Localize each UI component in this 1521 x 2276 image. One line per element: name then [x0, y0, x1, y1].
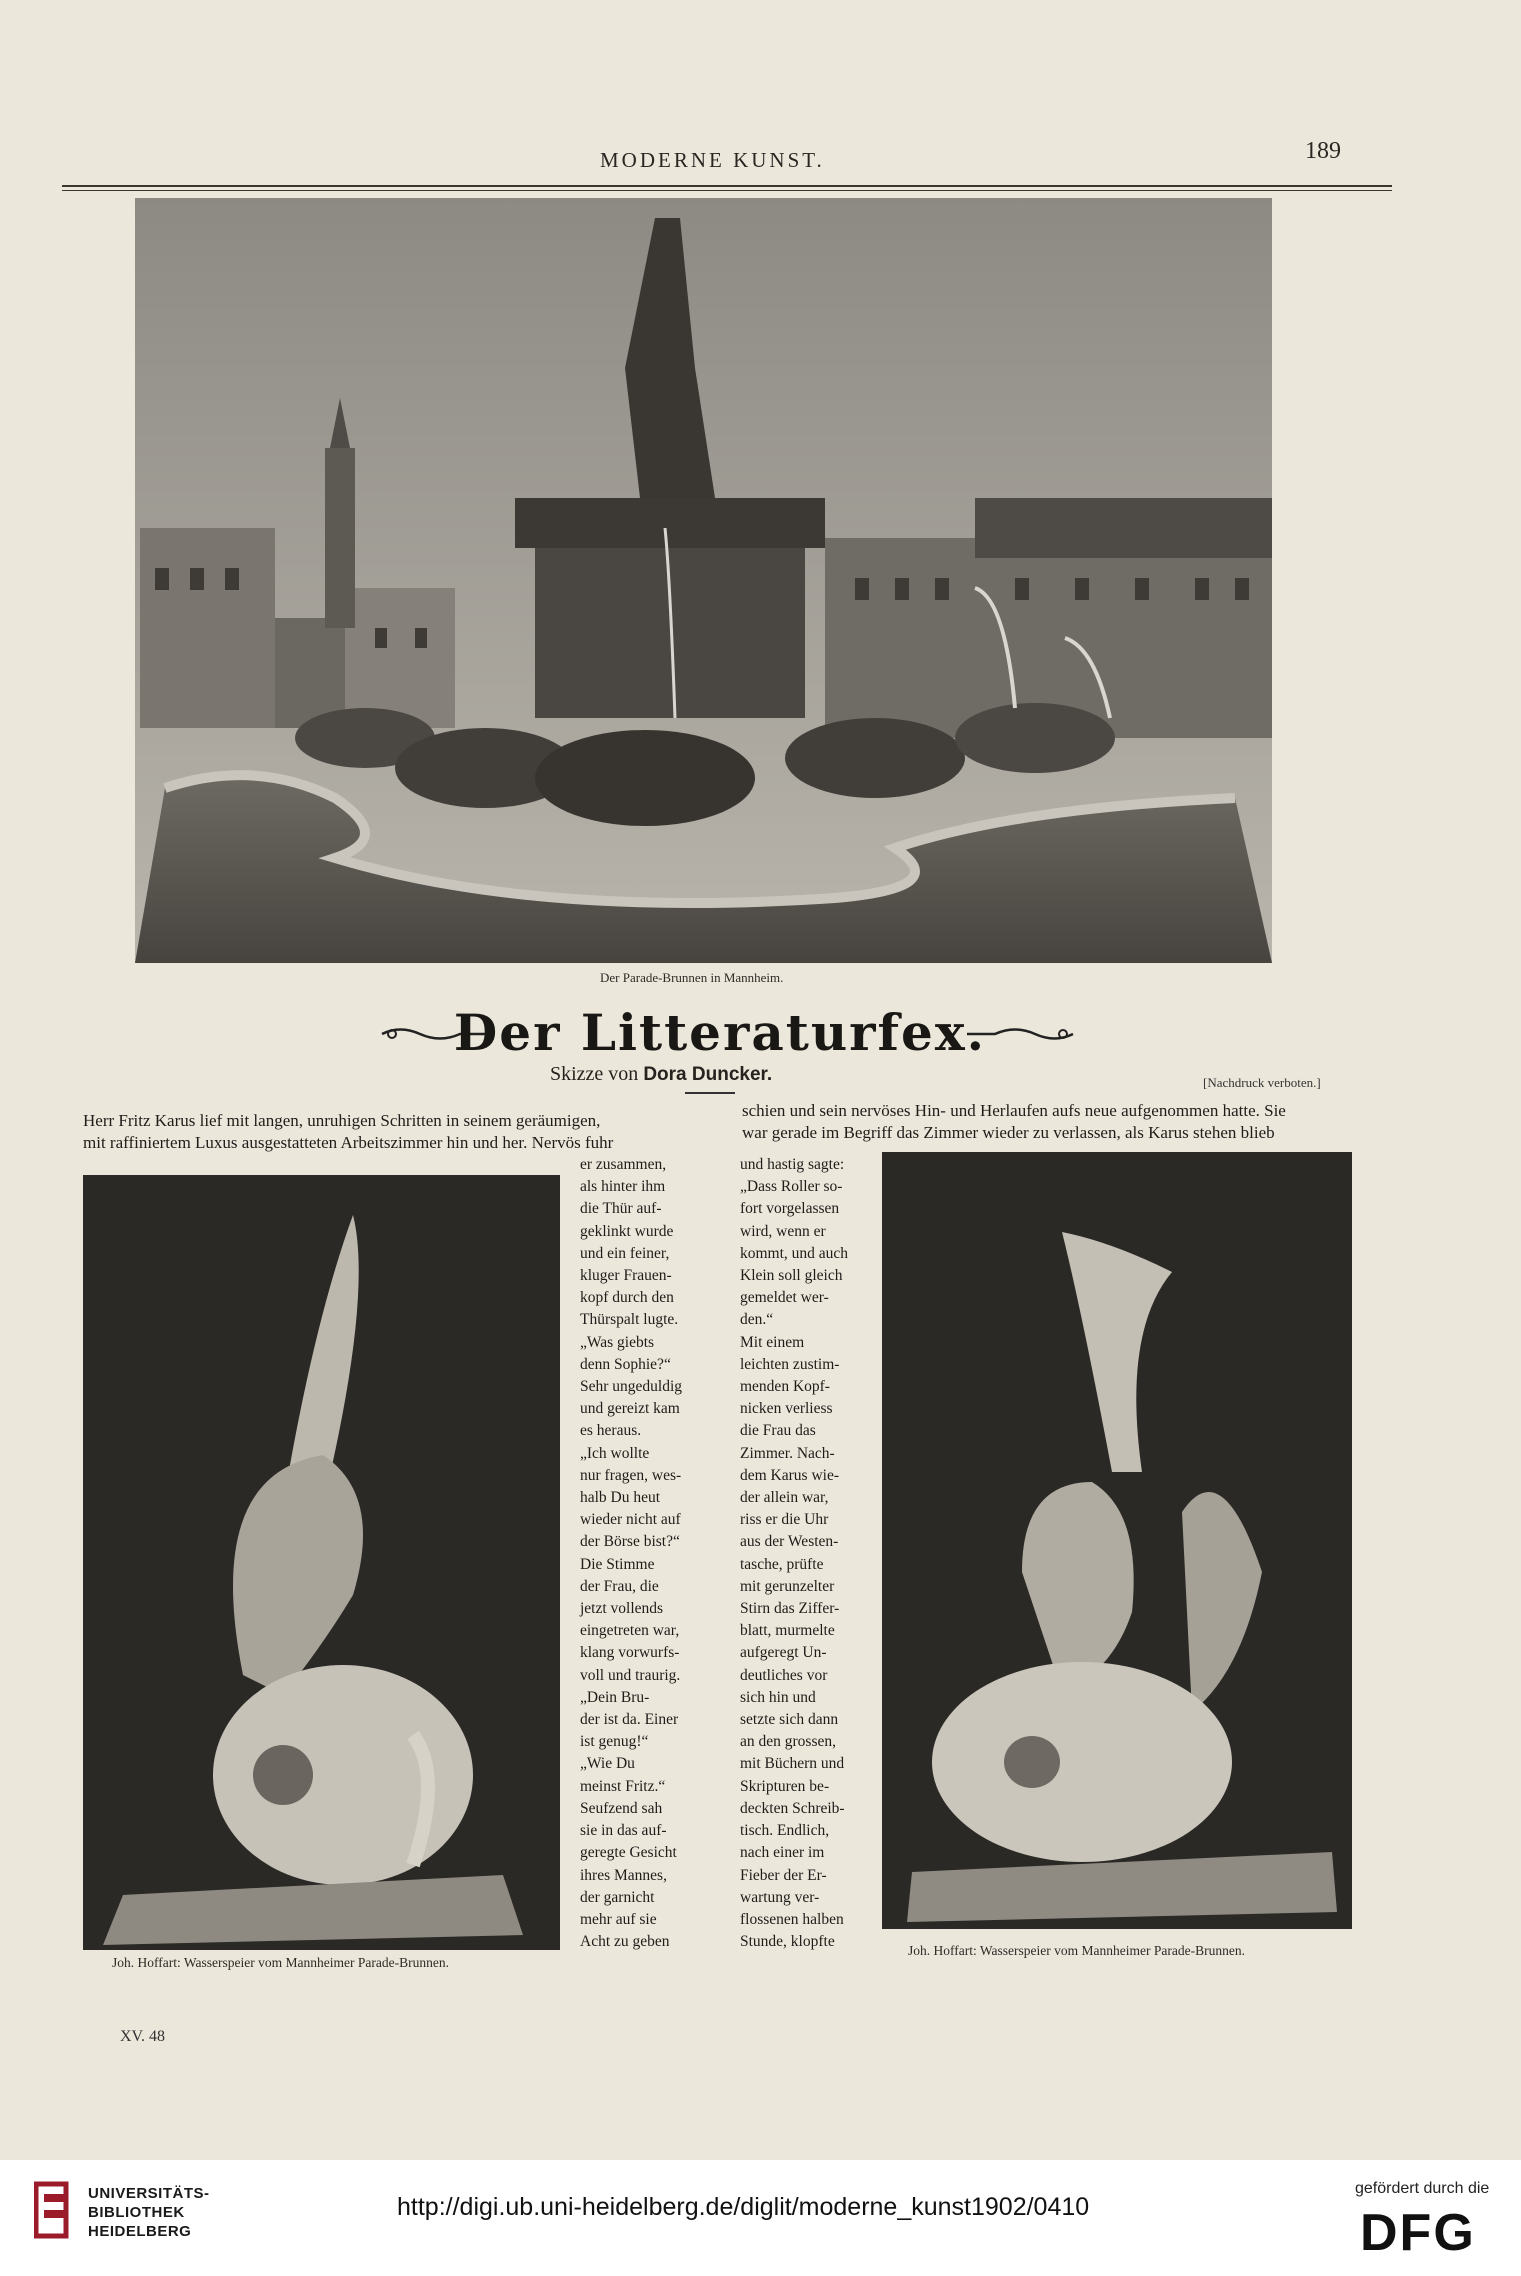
opening-line-1: [83, 1110, 600, 1132]
col-left-line: der Frau, die: [580, 1577, 659, 1595]
col-left-line: Thürspalt lugte.: [580, 1311, 679, 1329]
col-right-line: nicken verliess: [740, 1400, 833, 1418]
col-left-line: jetzt vollends: [580, 1600, 664, 1618]
author-name: Dora Duncker.: [643, 1064, 773, 1085]
col-right-line: aus der Westen-: [740, 1533, 839, 1551]
col-right-line: deutliches vor: [740, 1666, 828, 1684]
col-right-line: gemeldet wer-: [740, 1289, 829, 1307]
col-right-line: dem Karus wie-: [740, 1466, 839, 1484]
byline: [550, 1063, 772, 1086]
col-left-line: denn Sophie?“: [580, 1355, 671, 1373]
title-flourish-right: [965, 1023, 1075, 1045]
col-left-line: geregte Gesicht: [580, 1844, 677, 1862]
col-right-line: „Dass Roller so-: [740, 1178, 843, 1196]
col-right-line: nach einer im: [740, 1844, 825, 1862]
institution-line-1: UNIVERSITÄTS-: [88, 2185, 210, 2202]
col-right-line: riss er die Uhr: [740, 1511, 829, 1529]
right-opening-line-2: war gerade im Begriff das Zimmer wieder zu verlassen, als Karus stehen blieb: [742, 1123, 1275, 1142]
page-number: 189: [1305, 138, 1341, 164]
byline-prefix: Skizze von: [550, 1063, 639, 1085]
col-right-line: Stirn das Ziffer-: [740, 1600, 840, 1618]
col-left-line: wieder nicht auf: [580, 1511, 681, 1529]
col-left-line: und gereizt kam: [580, 1400, 680, 1418]
col-left-line: „Wie Du: [580, 1755, 635, 1773]
col-right-line: Klein soll gleich: [740, 1267, 843, 1285]
permalink-url[interactable]: http://digi.ub.uni-heidelberg.de/diglit/moderne_kunst1902/0410: [397, 2193, 1090, 2221]
right-sculpture-caption: Joh. Hoffart: Wasserspeier vom Mannheimer Parade-Brunnen.: [908, 1943, 1245, 1958]
running-header-title: MODERNE KUNST.: [600, 148, 825, 172]
col-left-line: kluger Frauen-: [580, 1267, 672, 1285]
col-right-line: aufgeregt Un-: [740, 1644, 827, 1662]
col-left-line: geklinkt wurde: [580, 1222, 674, 1240]
col-left-line: der ist da. Einer: [580, 1711, 679, 1729]
col-left-line: „Dein Bru-: [580, 1688, 650, 1706]
col-left-line: Acht zu geben: [580, 1933, 670, 1951]
col-left-line: als hinter ihm: [580, 1178, 666, 1196]
col-left-line: nur fragen, wes-: [580, 1466, 682, 1484]
col-right-line: an den grossen,: [740, 1733, 836, 1751]
col-right-line: den.“: [740, 1311, 774, 1329]
right-sculpture-photo: [882, 1152, 1352, 1929]
col-left-line: und ein feiner,: [580, 1244, 670, 1262]
col-right-line: tasche, prüfte: [740, 1555, 824, 1573]
col-left-line: klang vorwurfs-: [580, 1644, 680, 1662]
fountain-photo: [135, 198, 1272, 963]
col-right-line: wird, wenn er: [740, 1222, 826, 1240]
col-left-line: Sehr ungeduldig: [580, 1378, 683, 1396]
col-right-line: Stunde, klopfte: [740, 1933, 835, 1951]
col-right-line: blatt, murmelte: [740, 1622, 835, 1640]
text-column-right: [740, 1154, 870, 1953]
col-right-line: wartung ver-: [740, 1888, 820, 1906]
col-left-line: „Was giebts: [580, 1333, 655, 1351]
dfg-logo: DFG: [1360, 2204, 1476, 2262]
col-right-line: leichten zustim-: [740, 1355, 840, 1373]
col-right-line: flossenen halben: [740, 1910, 844, 1928]
col-left-line: ihres Mannes,: [580, 1866, 667, 1884]
col-right-line: fort vorgelassen: [740, 1200, 840, 1218]
col-right-line: setzte sich dann: [740, 1711, 839, 1729]
volume-mark: XV. 48: [120, 2028, 166, 2045]
col-left-line: kopf durch den: [580, 1289, 674, 1307]
col-right-line: deckten Schreib-: [740, 1799, 845, 1817]
col-left-line: halb Du heut: [580, 1489, 661, 1507]
fountain-photo-caption: Der Parade-Brunnen in Mannheim.: [600, 970, 784, 985]
header-rule: [62, 185, 1392, 187]
header-rule-thin: [62, 190, 1392, 191]
institution-name: [88, 2184, 210, 2241]
col-left-line: Die Stimme: [580, 1555, 655, 1573]
byline-rule: [685, 1092, 735, 1094]
col-right-line: mit Büchern und: [740, 1755, 845, 1773]
opening-line-2: mit raffiniertem Luxus ausgestatteten Arbeitszimmer hin und her. Nervös fuhr: [83, 1133, 614, 1152]
col-right-line: tisch. Endlich,: [740, 1822, 830, 1840]
col-left-line: Seufzend sah: [580, 1799, 663, 1817]
col-left-line: mehr auf sie: [580, 1910, 657, 1928]
opening-line-1-text: Herr Fritz Karus lief mit langen, unruhigen Schritten in seinem geräumigen,: [83, 1111, 601, 1130]
col-left-line: er zusammen,: [580, 1156, 667, 1173]
text-column-left: [580, 1154, 708, 1953]
col-left-line: die Thür auf-: [580, 1200, 662, 1218]
col-left-line: „Ich wollte: [580, 1444, 650, 1462]
funding-label: gefördert durch die: [1355, 2180, 1490, 2197]
col-left-line: sie in das auf-: [580, 1822, 667, 1840]
col-right-line: und hastig sagte:: [740, 1156, 845, 1173]
story-title: Der Litteraturfex.: [453, 1003, 987, 1062]
col-right-line: Mit einem: [740, 1333, 805, 1351]
col-right-line: die Frau das: [740, 1422, 816, 1440]
col-right-line: Skripturen be-: [740, 1777, 830, 1795]
col-left-line: voll und traurig.: [580, 1666, 681, 1684]
col-right-line: Zimmer. Nach-: [740, 1444, 835, 1462]
institution-line-3: HEIDELBERG: [88, 2223, 192, 2240]
right-opening-line-1: schien und sein nervöses Hin- und Herlaufen aufs neue aufgenommen hatte. Sie: [742, 1101, 1286, 1120]
col-right-line: kommt, und auch: [740, 1244, 849, 1262]
col-left-line: der garnicht: [580, 1888, 655, 1906]
col-left-line: es heraus.: [580, 1422, 642, 1440]
copyright-notice: [Nachdruck verboten.]: [1203, 1075, 1321, 1090]
col-left-line: ist genug!“: [580, 1733, 649, 1751]
left-sculpture-photo: [83, 1175, 560, 1950]
col-right-line: Fieber der Er-: [740, 1866, 827, 1884]
col-left-line: meinst Fritz.“: [580, 1777, 666, 1795]
col-right-line: sich hin und: [740, 1688, 816, 1706]
col-left-line: eingetreten war,: [580, 1622, 680, 1640]
col-left-line: der Börse bist?“: [580, 1533, 680, 1551]
left-sculpture-caption: Joh. Hoffart: Wasserspeier vom Mannheimer Parade-Brunnen.: [112, 1955, 449, 1970]
col-right-line: der allein war,: [740, 1489, 829, 1507]
institution-line-2: BIBLIOTHEK: [88, 2204, 185, 2221]
col-right-line: mit gerunzelter: [740, 1577, 835, 1595]
col-right-line: menden Kopf-: [740, 1378, 830, 1396]
university-library-logo-icon: [34, 2180, 74, 2242]
